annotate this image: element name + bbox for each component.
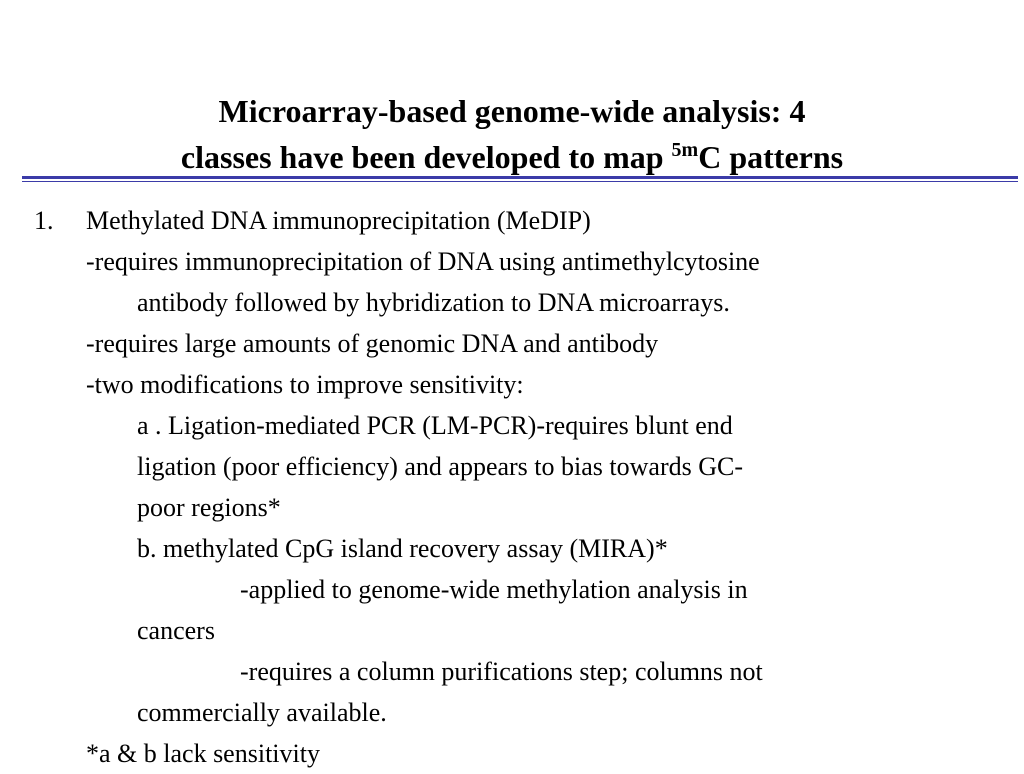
body-line: *a & b lack sensitivity [86,739,320,768]
title-line-1: Microarray-based genome-wide analysis: 4 [218,93,806,129]
slide-title [0,88,1024,185]
body-line: -two modifications to improve sensitivity: [86,370,524,399]
body-line: ligation (poor efficiency) and appears to bias towards GC- [137,452,743,481]
body-line: -requires a column purifications step; columns not [240,657,763,686]
title-divider-thick [22,176,1018,179]
list-number: 1. [34,206,54,235]
body-line: -applied to genome-wide methylation analysis in [240,575,748,604]
body-line: poor regions* [137,493,281,522]
body-line: a . Ligation-mediated PCR (LM-PCR)-requires blunt end [137,411,733,440]
title-line-2-text: classes have been developed to map [180,139,672,175]
title-divider-thin [22,181,1018,182]
body-line: antibody followed by hybridization to DNA microarrays. [137,288,730,317]
title-line-2-end: C patterns [698,139,844,175]
title-superscript: 5m [671,139,699,161]
body-line: -requires large amounts of genomic DNA and antibody [86,329,659,358]
body-line: -requires immunoprecipitation of DNA using antimethylcytosine [86,247,760,276]
body-line: b. methylated CpG island recovery assay (MIRA)* [137,534,668,563]
list-item-heading: Methylated DNA immunoprecipitation (MeDIP) [86,206,591,235]
body-line: cancers [137,616,215,645]
body-line: commercially available. [137,698,387,727]
